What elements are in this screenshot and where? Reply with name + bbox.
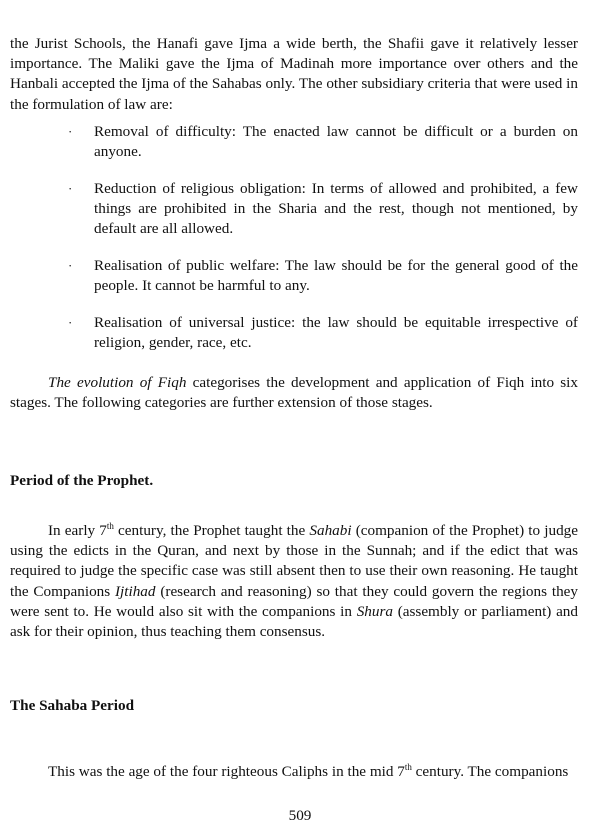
bullet-marker: · bbox=[68, 314, 73, 330]
list-item-text: Removal of difficulty: The enacted law cannot be difficult or a burden on anyone. bbox=[94, 123, 578, 161]
text-run: (companion of the Prophet) to judge using the edicts in the Quran, and next by those in the Sunnah; and if the edict that was required to judge the specific case was still absent then to use their own reasoning. He taught the Companions bbox=[10, 522, 578, 600]
superscript: th bbox=[404, 761, 412, 772]
italic-term: Ijtihad bbox=[115, 582, 156, 600]
list-item-text: Realisation of universal justice: the law should be equitable irrespective of religion, gender, race, etc. bbox=[94, 313, 578, 352]
list-item-text: Reduction of religious obligation: In terms of allowed and prohibited, a few things are prohibited in the Sharia and the rest, though not mentioned, by default are all allowed. bbox=[94, 179, 578, 238]
list-item bbox=[68, 122, 578, 162]
section-heading-sahaba: The Sahaba Period bbox=[10, 697, 135, 714]
list-item-text: Realisation of public welfare: The law should be for the general good of the people. It cannot be harmful to any. bbox=[94, 257, 578, 295]
text-run: (assembly or parliament) and ask for their opinion, thus teaching them consensus. bbox=[10, 602, 578, 641]
text-run: This was the age of the four righteous Caliphs in the mid 7 bbox=[48, 763, 405, 780]
superscript: th bbox=[106, 520, 114, 531]
list-item bbox=[68, 179, 578, 240]
book-title: The evolution of Fiqh bbox=[48, 374, 187, 391]
bullet-marker: · bbox=[68, 180, 73, 196]
criteria-list bbox=[68, 122, 578, 370]
italic-term: Sahabi bbox=[309, 522, 352, 539]
sahaba-paragraph bbox=[10, 762, 578, 782]
evolution-paragraph bbox=[10, 373, 578, 413]
text-run: In early 7 bbox=[48, 522, 107, 539]
italic-term: Shura bbox=[356, 602, 393, 620]
bullet-marker: · bbox=[68, 124, 73, 139]
page-number: 509 bbox=[288, 807, 312, 824]
evolution-text: categorises the development and application of Fiqh into six stages. The following categories are further extension of those stages. bbox=[10, 374, 579, 412]
list-item bbox=[68, 313, 578, 353]
bullet-marker: · bbox=[68, 258, 73, 274]
text-run: (research and reasoning) so that they could govern the regions they were sent to. He would also sit with the companions in bbox=[10, 582, 578, 620]
intro-paragraph: the Jurist Schools, the Hanafi gave Ijma a wide berth, the Shafii gave it relatively lesser importance. The Maliki gave the Ijma of Madinah more importance over others and the Hanbali accepted the Ijma of the Sahabas only. The other subsidiary criteria that were used in the formulation of law are: bbox=[10, 35, 578, 113]
list-item bbox=[68, 256, 578, 296]
section-heading-prophet: Period of the Prophet. bbox=[10, 472, 154, 489]
prophet-paragraph bbox=[10, 521, 578, 642]
text-run: century, the Prophet taught the bbox=[113, 522, 310, 539]
text-run: century. The companions bbox=[411, 763, 569, 780]
